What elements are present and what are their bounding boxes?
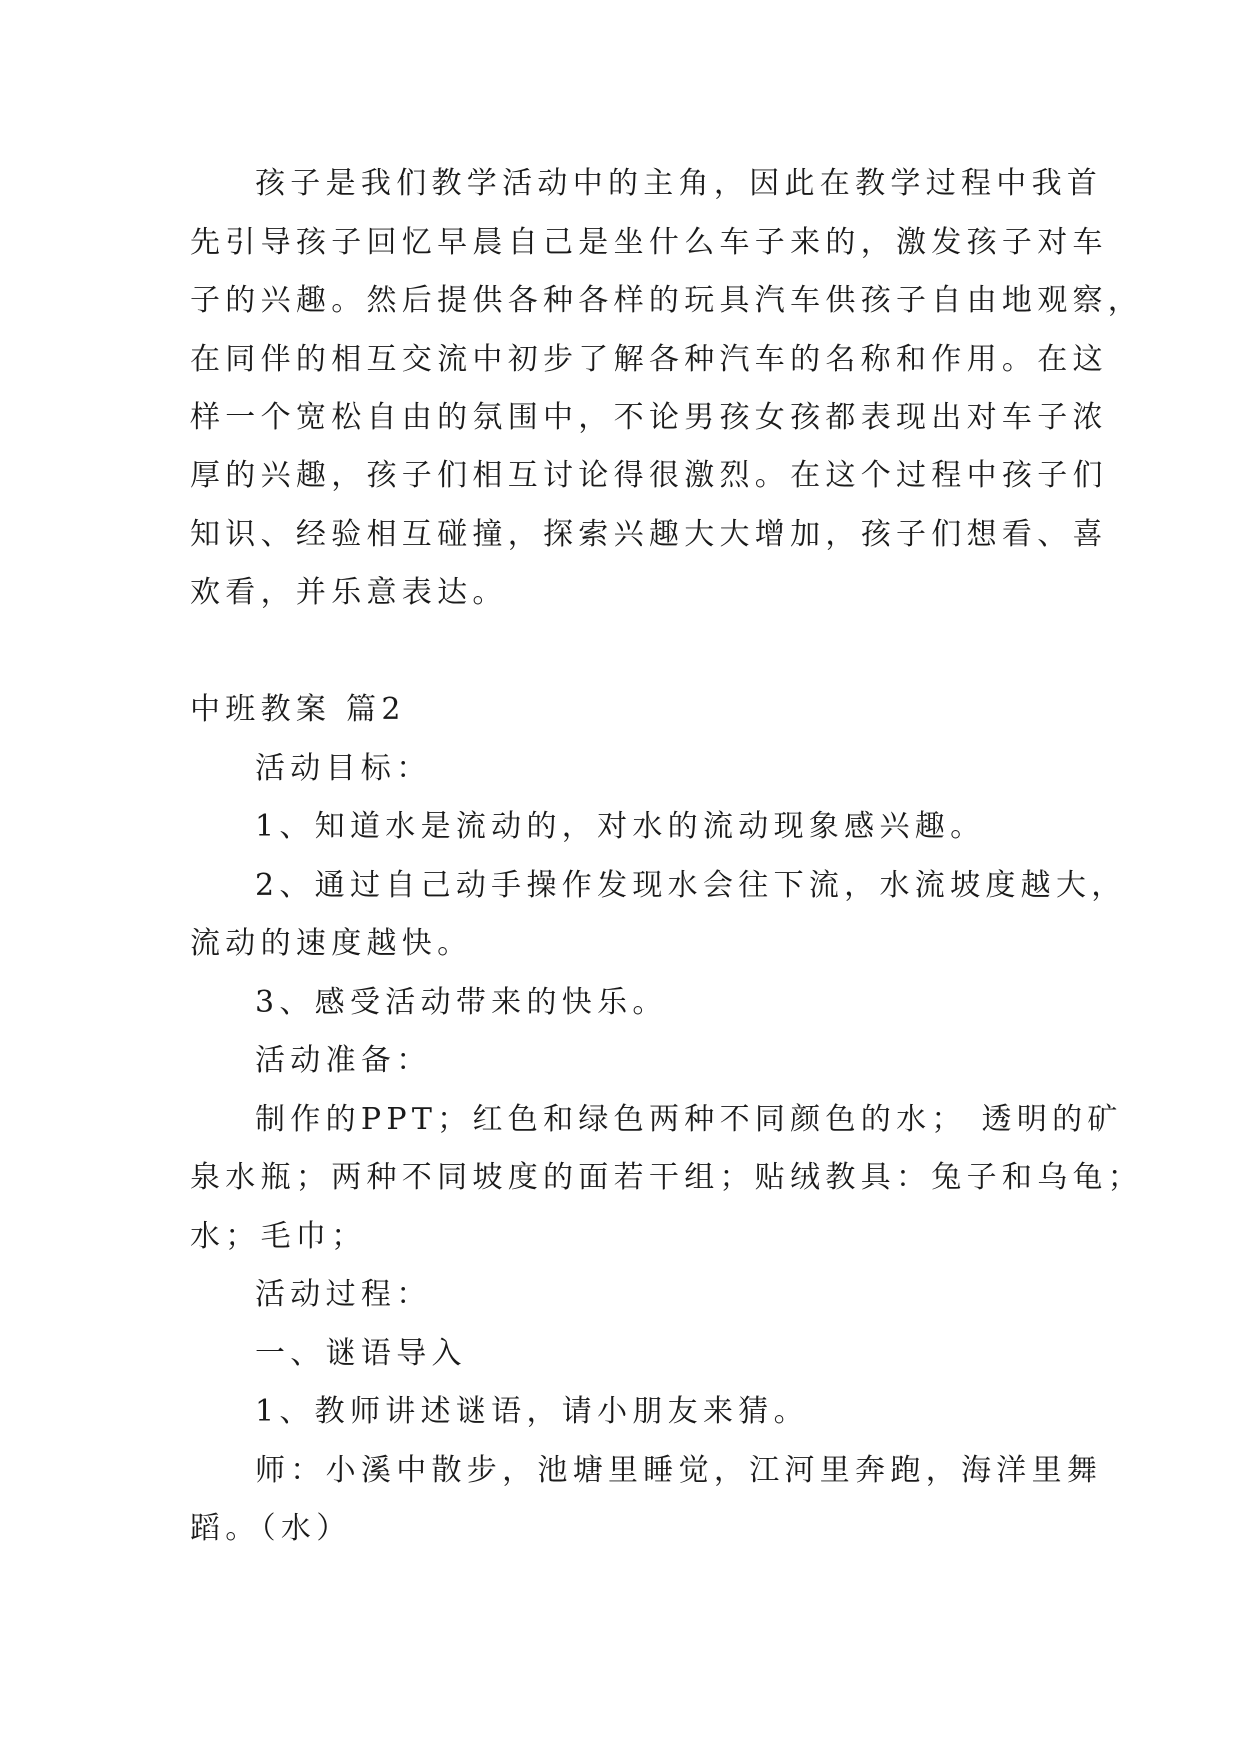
goal-item: 2、通过自己动手操作发现水会往下流，水流坡度越大， — [255, 868, 1127, 903]
goal-item-continued: 流动的速度越快。 — [190, 926, 473, 961]
paragraph-line: 在同伴的相互交流中初步了解各种汽车的名称和作用。在这 — [190, 342, 1108, 377]
step-heading: 一、谜语导入 — [255, 1336, 467, 1371]
section-title: 中班教案 篇2 — [190, 692, 406, 727]
process-heading: 活动过程： — [255, 1277, 432, 1312]
paragraph-line: 厚的兴趣，孩子们相互讨论得很激烈。在这个过程中孩子们 — [190, 458, 1108, 493]
prep-line: 制作的PPT；红色和绿色两种不同颜色的水； 透明的矿 — [255, 1102, 1123, 1137]
paragraph-line: 知识、经验相互碰撞，探索兴趣大大增加，孩子们想看、喜 — [190, 517, 1108, 552]
goal-item: 3、感受活动带来的快乐。 — [255, 985, 668, 1020]
goals-heading: 活动目标： — [255, 751, 432, 786]
prep-heading: 活动准备： — [255, 1043, 432, 1078]
paragraph-line: 样一个宽松自由的氛围中，不论男孩女孩都表现出对车子浓 — [190, 400, 1108, 435]
step-item: 1、教师讲述谜语，请小朋友来猜。 — [255, 1394, 809, 1429]
riddle-line: 师：小溪中散步，池塘里睡觉，江河里奔跑，海洋里舞 — [255, 1453, 1103, 1488]
prep-line: 水；毛巾； — [190, 1219, 367, 1254]
paragraph-line: 孩子是我们教学活动中的主角，因此在教学过程中我首 — [255, 166, 1103, 201]
paragraph-line: 子的兴趣。然后提供各种各样的玩具汽车供孩子自由地观察， — [190, 283, 1144, 318]
riddle-line: 蹈。（水） — [190, 1511, 352, 1546]
prep-line: 泉水瓶；两种不同坡度的面若干组；贴绒教具：兔子和乌龟； — [190, 1160, 1144, 1195]
paragraph-line: 欢看，并乐意表达。 — [190, 575, 508, 610]
paragraph-line: 先引导孩子回忆早晨自己是坐什么车子来的，激发孩子对车 — [190, 225, 1108, 260]
goal-item: 1、知道水是流动的，对水的流动现象感兴趣。 — [255, 809, 986, 844]
